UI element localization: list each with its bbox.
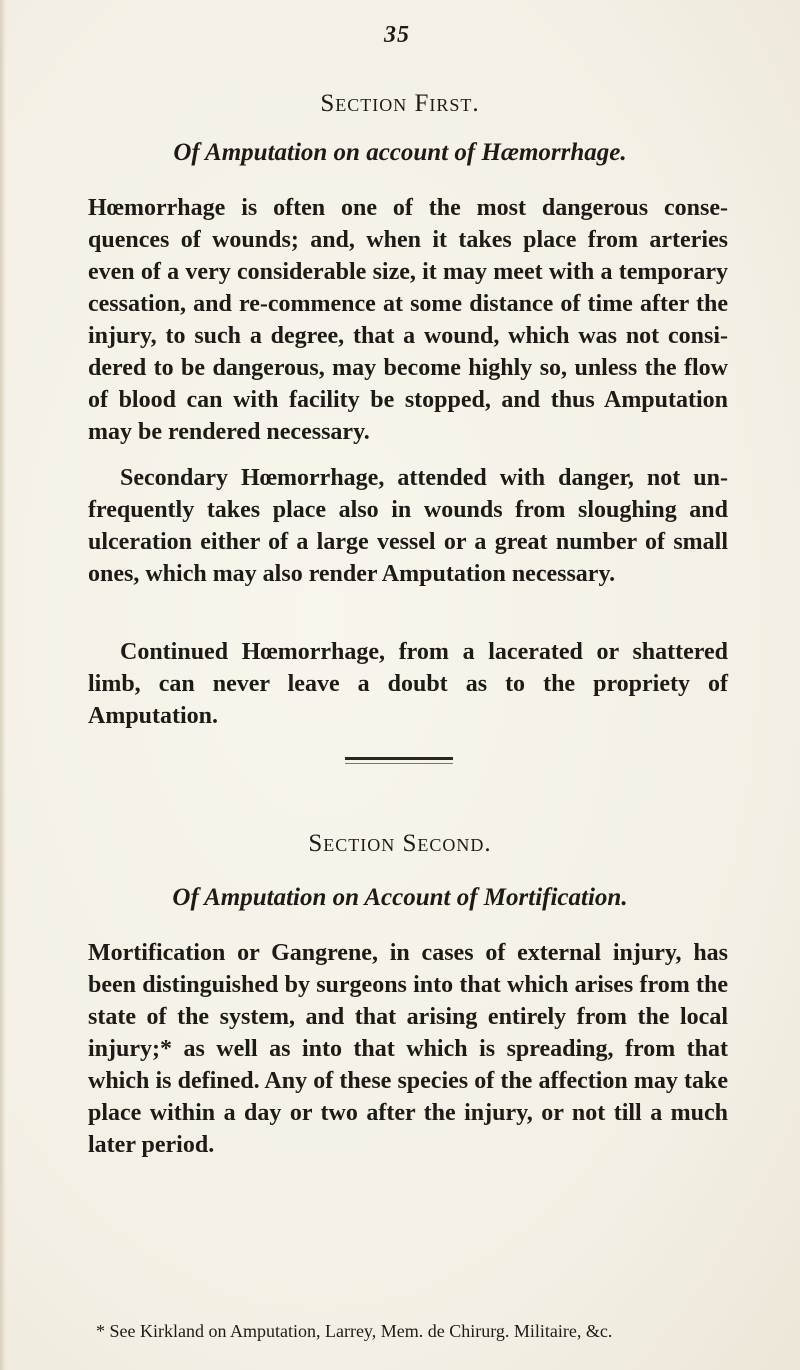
section-divider-thin xyxy=(345,763,453,764)
paragraph-haemorrhage-intro: Hœmorrhage is often one of the most dangerous conse-quences of wounds; and, when it takes place from arteries even of a very considerable size, it may meet with a temporary cessation, and re-commence at some distance of time after the injury, to such a degree, that a wound, which was not consi-dered to be dangerous, may become highly so, unless the flow of blood can with facility be stopped, and thus Amputation may be rendered necessary. xyxy=(88,195,728,445)
section-second-heading: Section Second. xyxy=(308,830,492,857)
section-divider xyxy=(345,757,453,760)
paragraph-secondary-haemorrhage: Secondary Hœmorrhage, attended with danger, not un-frequently takes place also in wounds from sloughing and ulceration either of a large vessel or a great number of small ones, which may also render Amputation necessary. xyxy=(88,465,728,587)
paragraph-mortification: Mortification or Gangrene, in cases of external injury, has been distinguished by surgeons into that which arises from the state of the system, and that arising entirely from the local injury;* as well as into that which is spreading, from that which is defined. Any of these species of the affection may take place within a day or two after the injury, or not till a much later period. xyxy=(88,940,728,1158)
section-second-subtitle: Of Amputation on Account of Mortification. xyxy=(172,884,628,911)
section-first-subtitle: Of Amputation on account of Hæmorrhage. xyxy=(173,139,627,166)
footnote: * See Kirkland on Amputation, Larrey, Mem. de Chirurg. Militaire, &c. xyxy=(96,1321,613,1341)
paragraph-continued-haemorrhage: Continued Hœmorrhage, from a lacerated or shattered limb, can never leave a doubt as to the propriety of Amputation. xyxy=(88,639,728,729)
page-number: 35 xyxy=(384,22,410,48)
page-edge-shadow xyxy=(0,0,6,1370)
section-first-heading: Section First. xyxy=(320,90,480,117)
